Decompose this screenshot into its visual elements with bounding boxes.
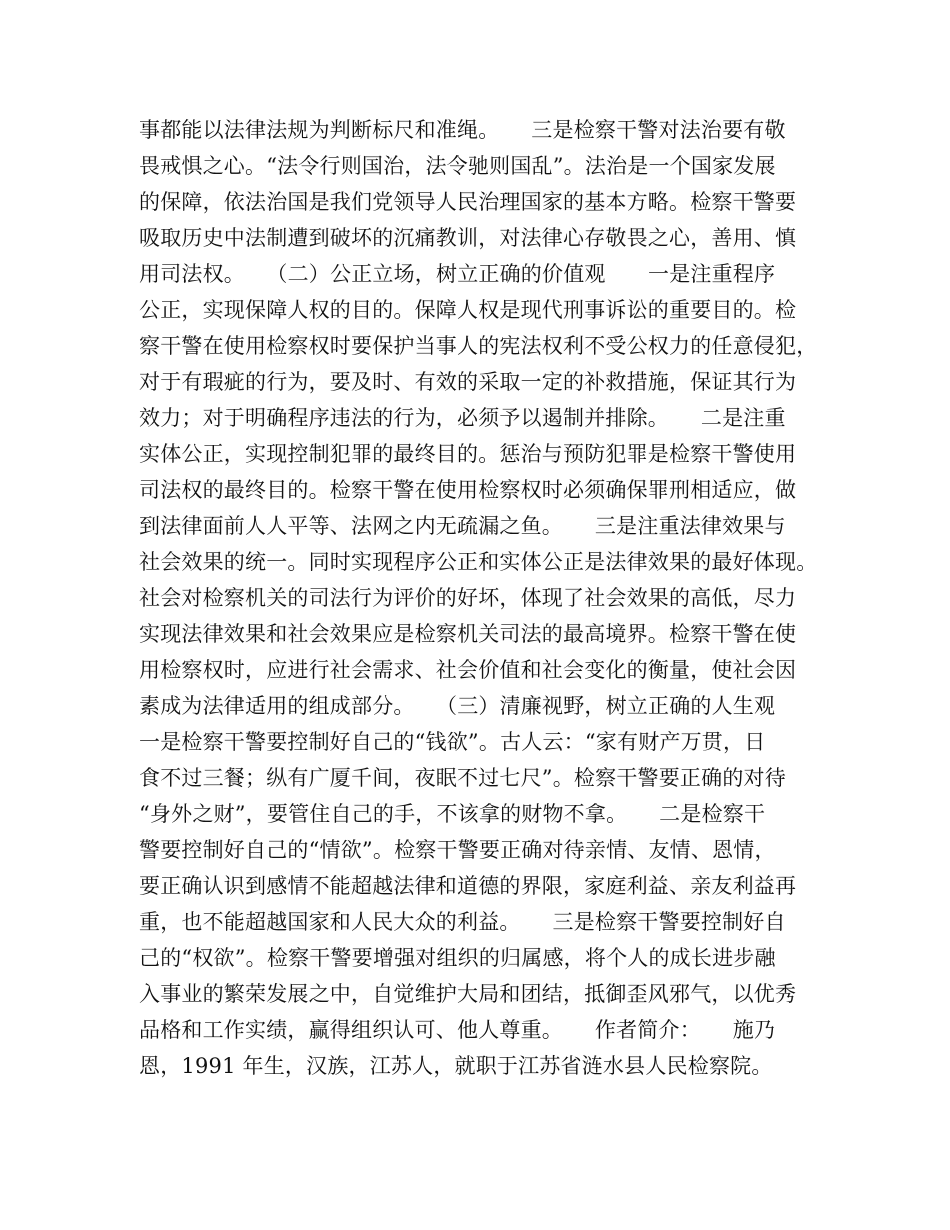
text-line: 入事业的繁荣发展之中，自觉维护大局和团结，抵御歪风邪气，以优秀 <box>139 982 797 1006</box>
text-line: 效力；对于明确程序违法的行为，必须予以遏制并排除。 二是注重 <box>139 406 786 430</box>
text-line: 察干警在使用检察权时要保护当事人的宪法权利不受公权力的任意侵犯， <box>139 334 818 358</box>
text-line: 食不过三餐；纵有广厦千间，夜眠不过七尺”。检察干警要正确的对待 <box>139 766 786 790</box>
text-line: 用检察权时，应进行社会需求、社会价值和社会变化的衡量，使社会因 <box>139 658 797 682</box>
text-line: 一是检察干警要控制好自己的“钱欲”。古人云：“家有财产万贯，日 <box>139 730 766 754</box>
text-line: 实现法律效果和社会效果应是检察机关司法的最高境界。检察干警在使 <box>139 622 797 646</box>
text-line: 事都能以法律法规为判断标尺和准绳。 三是检察干警对法治要有敬 <box>139 118 786 142</box>
body-text <box>139 112 829 1084</box>
text-line: 司法权的最终目的。检察干警在使用检察权时必须确保罪刑相适应，做 <box>139 478 797 502</box>
text-line: 社会效果的统一。同时实现程序公正和实体公正是法律效果的最好体现。 <box>139 550 818 574</box>
text-line: 的保障，依法治国是我们党领导人民治理国家的基本方略。检察干警要 <box>139 190 797 214</box>
text-line: “身外之财”，要管住自己的手，不该拿的财物不拿。 二是检察干 <box>139 802 766 826</box>
text-line: 用司法权。 （二）公正立场，树立正确的价值观 一是注重程序 <box>139 262 776 286</box>
text-line: 重，也不能超越国家和人民大众的利益。 三是检察干警要控制好自 <box>139 910 786 934</box>
text-line: 恩，1991 年生，汉族，江苏人，就职于江苏省涟水县人民检察院。 <box>139 1054 773 1078</box>
text-line: 警要控制好自己的“情欲”。检察干警要正确对待亲情、友情、恩情， <box>139 838 776 862</box>
text-line: 对于有瑕疵的行为，要及时、有效的采取一定的补救措施，保证其行为 <box>139 370 797 394</box>
text-line: 实体公正，实现控制犯罪的最终目的。惩治与预防犯罪是检察干警使用 <box>139 442 797 466</box>
text-line: 己的“权欲”。检察干警要增强对组织的归属感，将个人的成长进步融 <box>139 946 776 970</box>
text-line: 素成为法律适用的组成部分。 （三）清廉视野，树立正确的人生观 <box>139 694 776 718</box>
text-line: 到法律面前人人平等、法网之内无疏漏之鱼。 三是注重法律效果与 <box>139 514 786 538</box>
text-line: 公正，实现保障人权的目的。保障人权是现代刑事诉讼的重要目的。检 <box>139 298 797 322</box>
text-line: 畏戒惧之心。“法令行则国治，法令驰则国乱”。法治是一个国家发展 <box>139 154 776 178</box>
text-line: 吸取历史中法制遭到破坏的沉痛教训，对法律心存敬畏之心，善用、慎 <box>139 226 797 250</box>
text-line: 品格和工作实绩，赢得组织认可、他人尊重。 作者简介： 施乃 <box>139 1018 776 1042</box>
text-line: 要正确认识到感情不能超越法律和道德的界限，家庭利益、亲友利益再 <box>139 874 797 898</box>
text-line: 社会对检察机关的司法行为评价的好坏，体现了社会效果的高低，尽力 <box>139 586 797 610</box>
